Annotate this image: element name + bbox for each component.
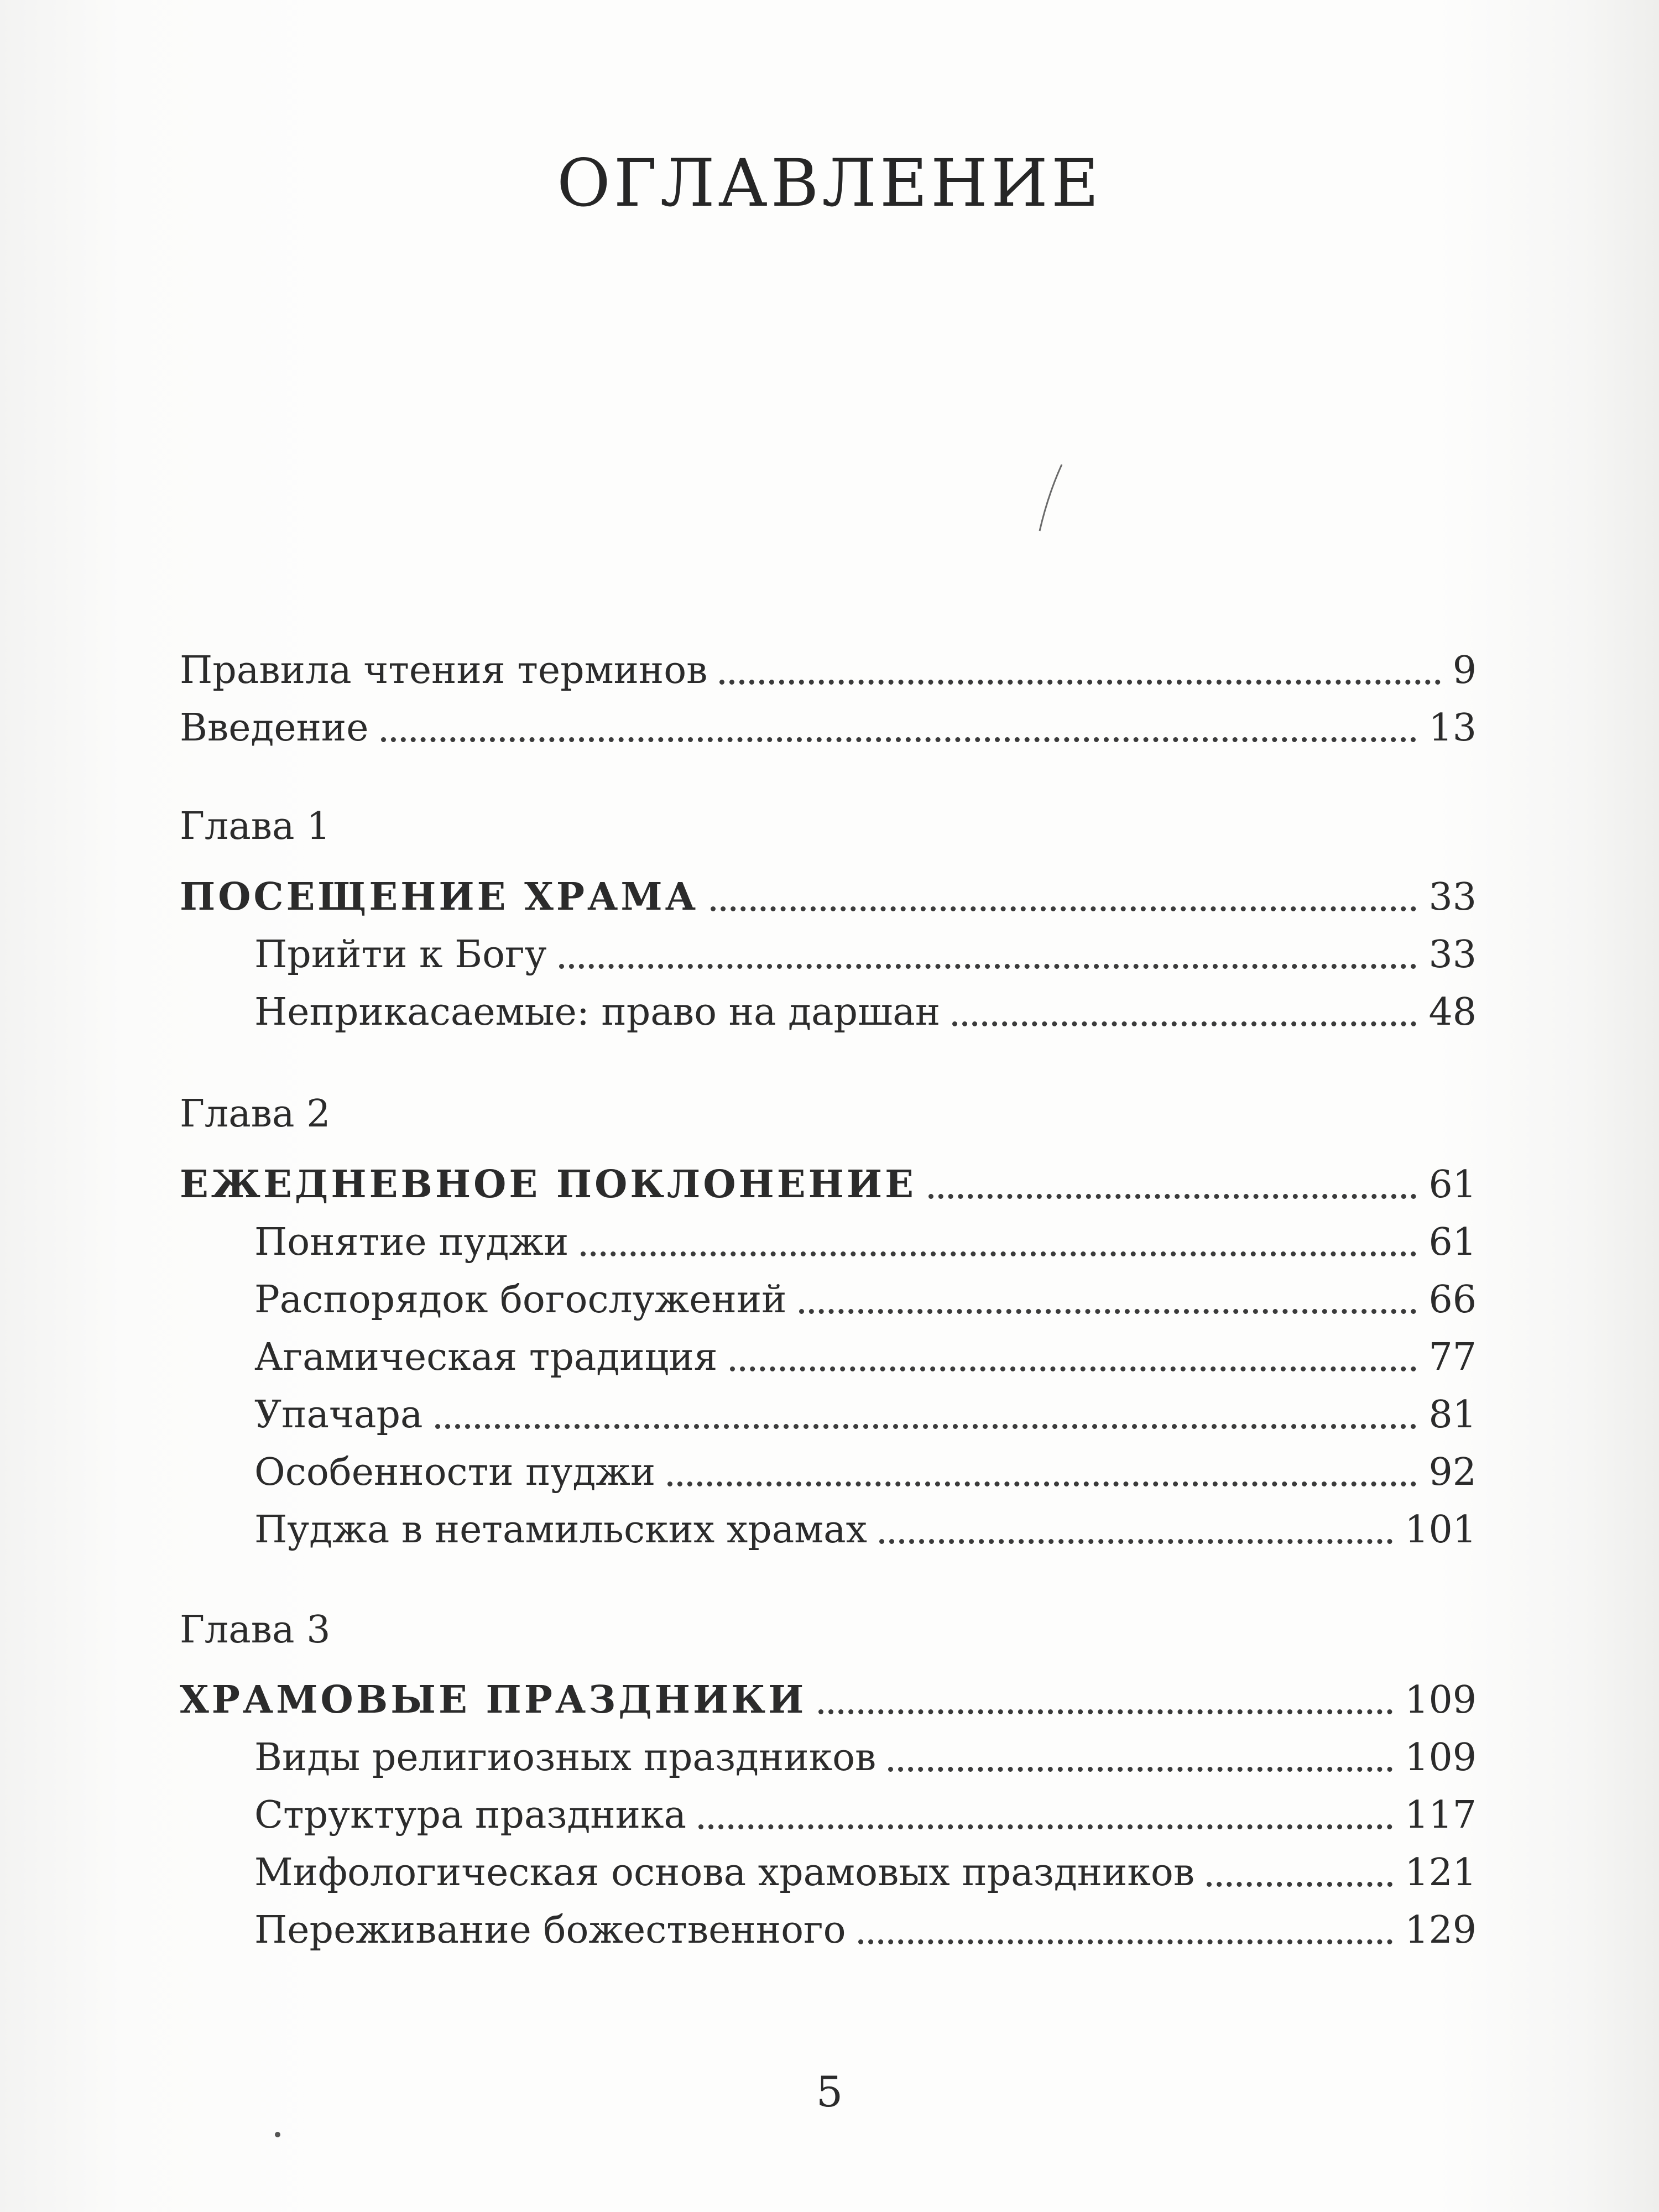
chapter-title: ЕЖЕДНЕВНОЕ ПОКЛОНЕНИЕ	[180, 1162, 916, 1207]
section-page: 121	[1405, 1851, 1477, 1895]
page-number: 5	[816, 2067, 843, 2116]
speck	[275, 2132, 280, 2137]
section-page: 77	[1428, 1335, 1477, 1379]
section-label: Мифологическая основа храмовых праздников	[254, 1851, 1195, 1895]
section-page: 61	[1428, 1220, 1477, 1264]
chapter-page: 33	[1428, 875, 1477, 919]
section-page: 33	[1428, 933, 1477, 977]
section-label: Виды религиозных праздников	[254, 1736, 877, 1780]
section-label: Распорядок богослужений	[254, 1278, 787, 1322]
section-label: Пуджа в нетамильских храмах	[254, 1508, 868, 1552]
chapter-page: 109	[1405, 1678, 1477, 1722]
section-page: 81	[1428, 1393, 1477, 1437]
chapter-label: Глава 2	[180, 1092, 331, 1136]
toc-entry-label: Правила чтения терминов	[180, 649, 708, 692]
chapter-page: 61	[1428, 1163, 1477, 1207]
page-title: ОГЛАВЛЕНИЕ	[557, 145, 1102, 221]
section-label: Упачара	[254, 1393, 423, 1437]
section-page: 117	[1405, 1793, 1477, 1837]
section-label: Особенности пуджи	[254, 1451, 656, 1494]
chapter-label: Глава 1	[180, 805, 331, 848]
section-label: Переживание божественного	[254, 1908, 846, 1952]
chapter-title: ХРАМОВЫЕ ПРАЗДНИКИ	[180, 1678, 807, 1722]
section-page: 109	[1405, 1736, 1477, 1780]
section-page: 92	[1428, 1451, 1477, 1494]
chapter-title: ПОСЕЩЕНИЕ ХРАМА	[180, 875, 699, 919]
section-label: Структура праздника	[254, 1793, 687, 1837]
section-page: 129	[1405, 1908, 1477, 1952]
section-page: 66	[1428, 1278, 1477, 1322]
section-page: 101	[1405, 1508, 1477, 1552]
toc-entry-page: 13	[1428, 706, 1477, 750]
toc-entry-label: Введение	[180, 706, 369, 750]
section-label: Понятие пуджи	[254, 1220, 569, 1264]
pen-mark	[1040, 465, 1062, 531]
chapter-label: Глава 3	[180, 1608, 331, 1652]
section-page: 48	[1428, 990, 1477, 1034]
section-label: Неприкасаемые: право на даршан	[254, 990, 941, 1034]
section-label: Агамическая традиция	[254, 1335, 718, 1379]
section-label: Прийти к Богу	[254, 933, 547, 977]
toc-entry-page: 9	[1452, 649, 1477, 692]
